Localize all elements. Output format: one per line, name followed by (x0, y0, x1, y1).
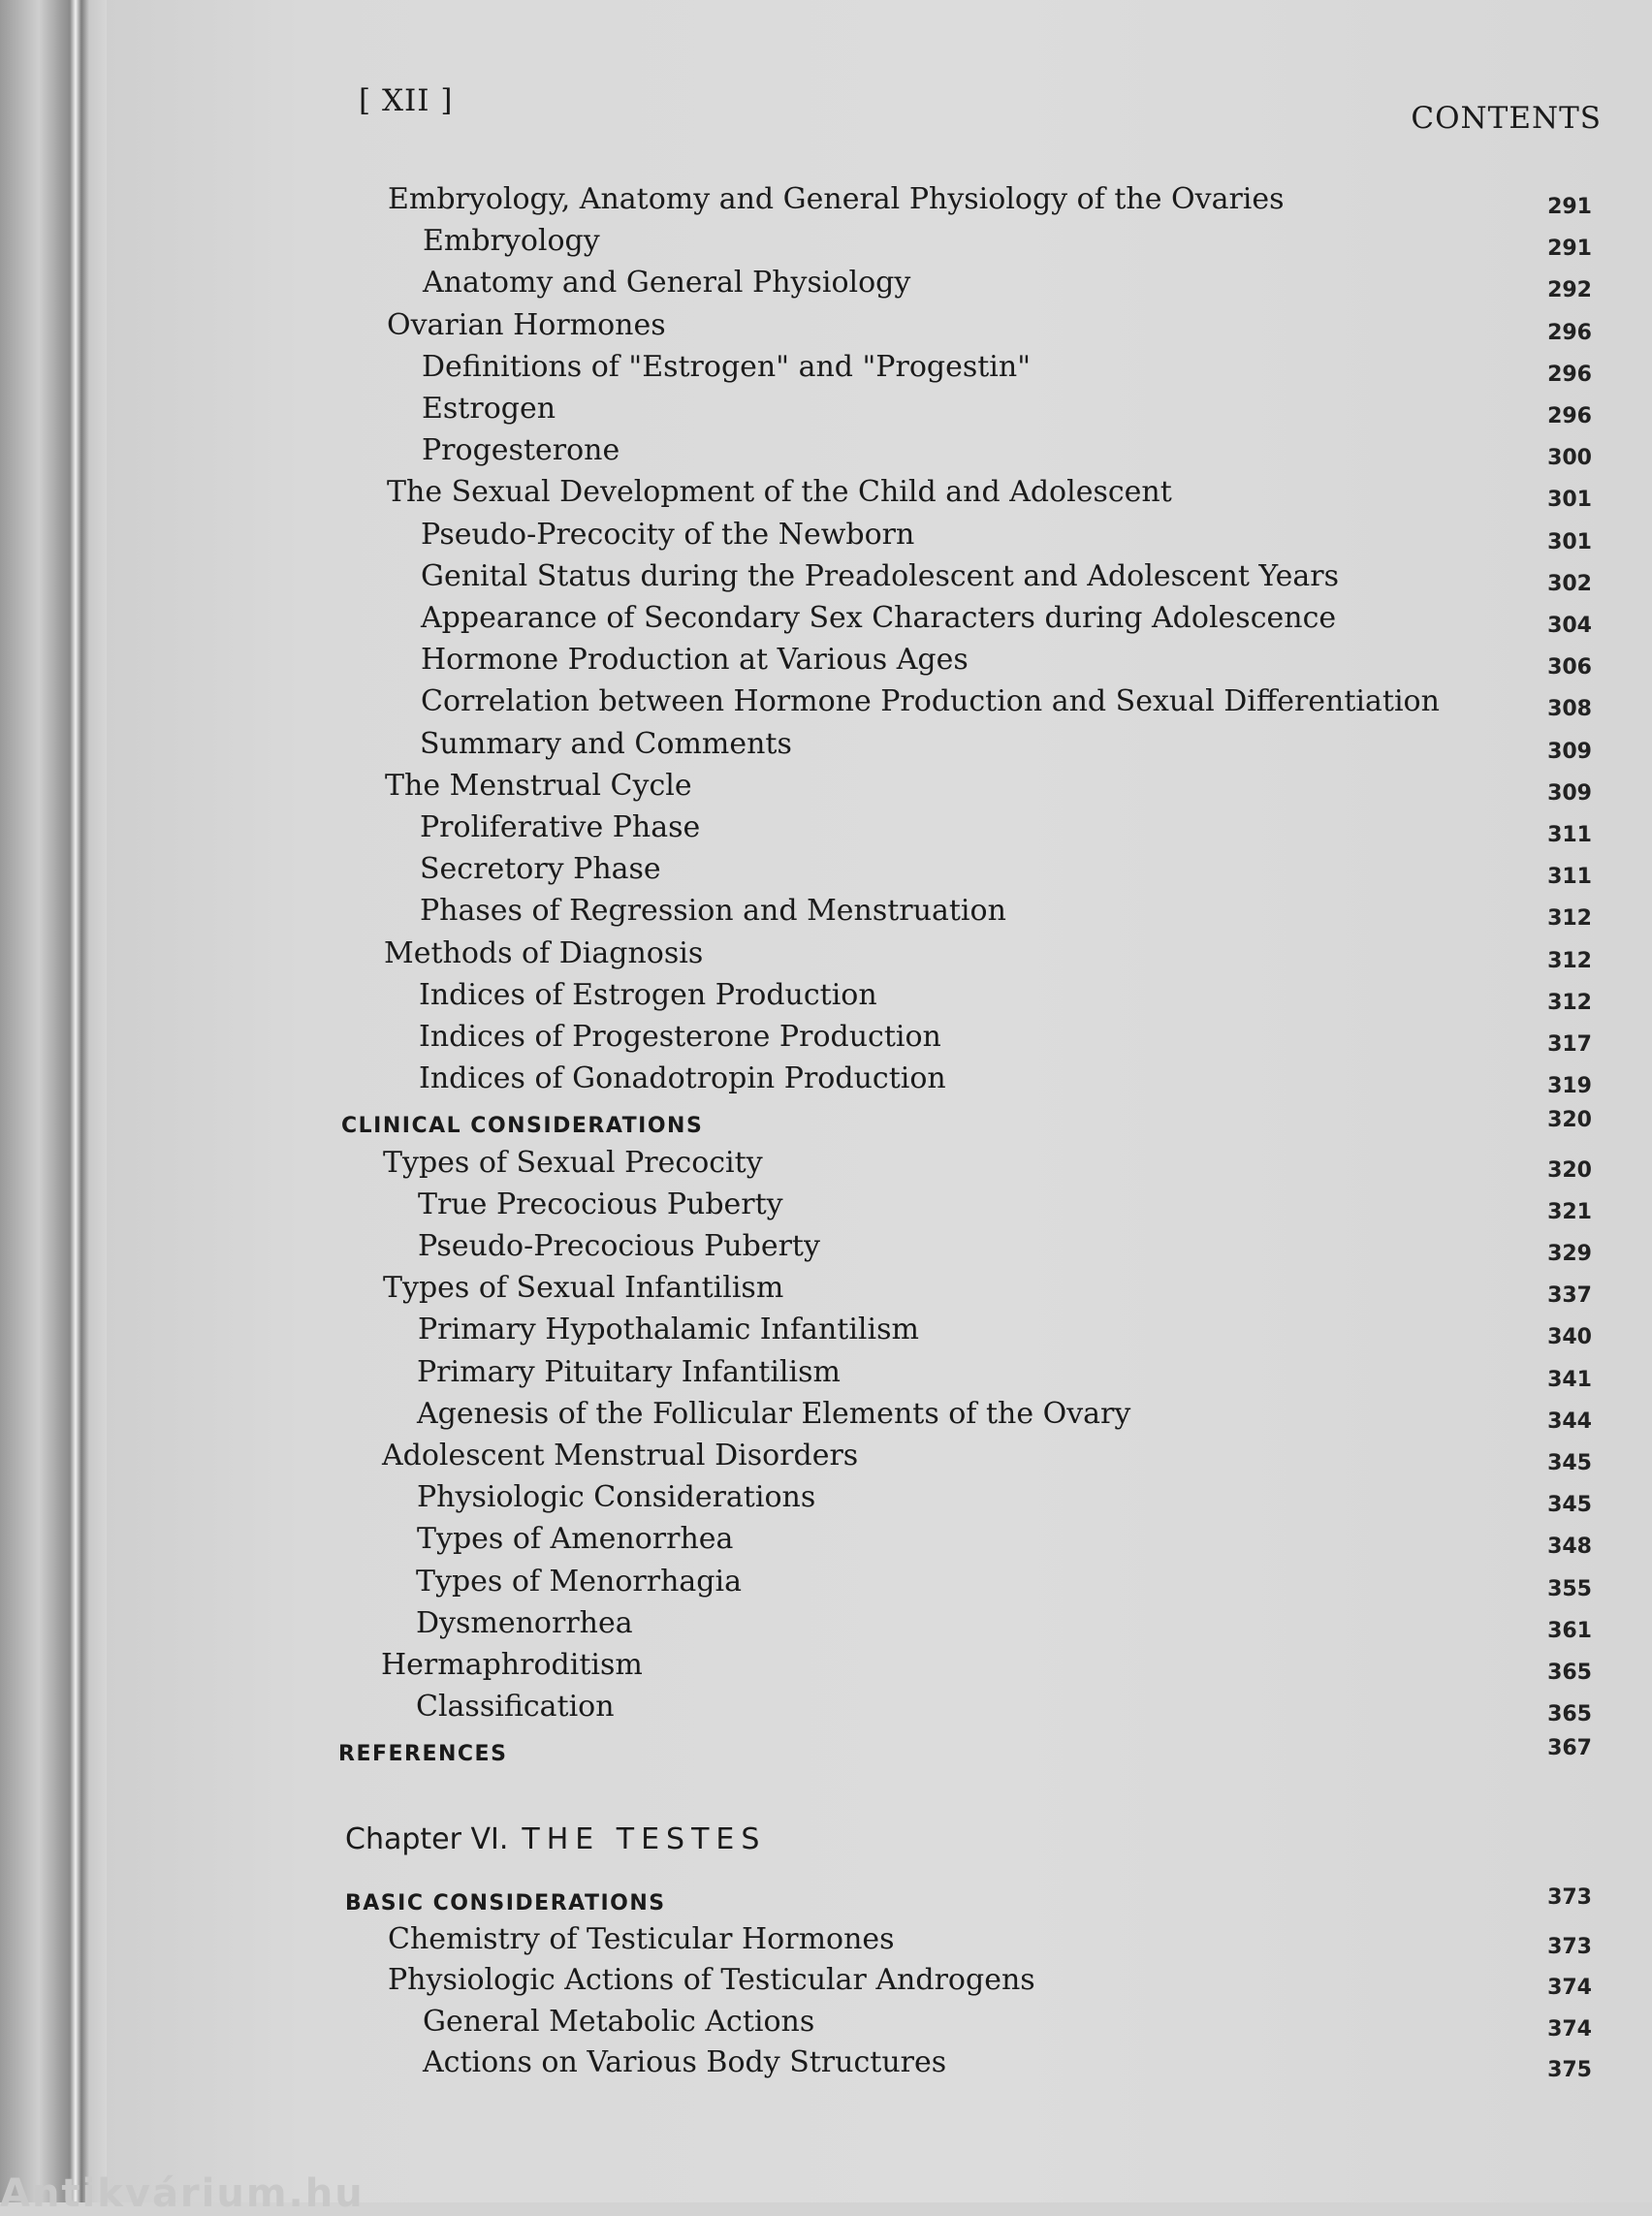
toc-entry-title: Pseudo-Precocity of the Newborn (421, 517, 915, 552)
toc-entry (0, 180, 1652, 223)
toc-entry-page-number: 291 (1547, 237, 1592, 262)
toc-entry-title: Classification (416, 1690, 615, 1725)
toc-entry-page-number: 317 (1547, 1032, 1592, 1057)
toc-entry-page-number: 311 (1547, 865, 1592, 890)
toc-entry-page-number: 373 (1547, 1885, 1592, 1910)
running-head: CONTENTS (1411, 101, 1602, 136)
toc-entry (0, 1478, 1652, 1521)
toc-entry-page-number: 344 (1547, 1409, 1592, 1434)
toc-entry-title: Types of Menorrhagia (416, 1564, 742, 1599)
toc-entry-title: Phases of Regression and Menstruation (420, 894, 1006, 929)
toc-entry (0, 306, 1652, 349)
toc-entry (0, 557, 1652, 600)
toc-entry-page-number: 329 (1547, 1242, 1592, 1266)
toc-entry-page-number: 319 (1547, 1074, 1592, 1099)
toc-entry (0, 1604, 1652, 1647)
toc-entry-title: Definitions of "Estrogen" and "Progestin" (422, 349, 1032, 384)
toc-entry-title: Secretory Phase (420, 852, 661, 887)
toc-entry-page-number: 296 (1547, 362, 1592, 387)
toc-entry-page-number: 337 (1547, 1283, 1592, 1309)
toc-entry (0, 516, 1652, 558)
toc-entry-page-number: 296 (1547, 320, 1592, 345)
toc-entry-page-number: 365 (1547, 1661, 1592, 1685)
toc-entry-title: Pseudo-Precocious Puberty (418, 1229, 820, 1263)
toc-entry-page-number: 292 (1547, 278, 1592, 303)
watermark: Antikvárium.hu (0, 2171, 365, 2216)
toc-entry-title: Ovarian Hormones (387, 307, 666, 342)
toc-entry-title: BASIC CONSIDERATIONS (345, 1891, 666, 1915)
toc-entry-page-number: 367 (1547, 1736, 1592, 1761)
toc-entry-page-number: 291 (1547, 195, 1592, 219)
toc-entry (0, 1688, 1652, 1730)
toc-entry-title: Methods of Diagnosis (384, 935, 704, 970)
toc-entry-title: Genital Status during the Preadolescent and Adolescent Years (421, 558, 1340, 593)
toc-entry-title: General Metabolic Actions (423, 2004, 815, 2039)
toc-entry (0, 725, 1652, 768)
toc-entry (0, 808, 1652, 851)
toc-entry-title: The Menstrual Cycle (385, 768, 692, 803)
toc-entry-page-number: 340 (1547, 1325, 1592, 1350)
toc-entry (0, 1353, 1652, 1396)
toc-entry-page-number: 373 (1547, 1934, 1592, 1959)
toc-entry-title: Indices of Estrogen Production (419, 977, 877, 1012)
toc-entry (0, 892, 1652, 934)
page-folio: [ XII ] (359, 83, 454, 118)
toc-entry-title: True Precocious Puberty (418, 1187, 783, 1221)
toc-entry (0, 1144, 1652, 1187)
toc-entry-page-number: 345 (1547, 1493, 1592, 1518)
toc-entry (0, 2003, 1652, 2045)
toc-entry (0, 473, 1652, 516)
toc-entry (0, 1920, 1652, 1963)
toc-entry-title: Indices of Gonadotropin Production (419, 1061, 946, 1096)
toc-entry-page-number: 312 (1547, 948, 1592, 973)
toc-entry-title: Types of Amenorrhea (417, 1522, 734, 1557)
toc-entry-page-number: 302 (1547, 571, 1592, 596)
toc-entry (0, 1186, 1652, 1228)
toc-entry-title: Summary and Comments (420, 726, 792, 761)
toc-entry-title: Types of Sexual Precocity (383, 1145, 763, 1180)
toc-entry-title: Adolescent Menstrual Disorders (382, 1439, 859, 1472)
toc-entry-page-number: 301 (1547, 488, 1592, 513)
toc-entry (0, 1060, 1652, 1102)
toc-entry-title: Anatomy and General Physiology (423, 266, 911, 301)
chapter-name: THE TESTES (522, 1822, 767, 1856)
toc-entry-title: The Sexual Development of the Child and Adolescent (387, 475, 1172, 510)
toc-entry-title: Estrogen (422, 392, 556, 426)
toc-entry-title: Embryology, Anatomy and General Physiology of the Ovaries (388, 182, 1285, 216)
toc-entry (0, 1437, 1652, 1479)
toc-entry (0, 599, 1652, 642)
toc-entry (0, 1227, 1652, 1270)
toc-entry-page-number: 345 (1547, 1451, 1592, 1475)
toc-entry (0, 1311, 1652, 1353)
toc-entry-page-number: 301 (1547, 529, 1592, 554)
toc-entry-page-number: 365 (1547, 1702, 1592, 1727)
toc-entry-page-number: 312 (1547, 990, 1592, 1015)
toc-entry-title: Types of Sexual Infantilism (383, 1271, 784, 1306)
toc-entry-title: Progesterone (422, 433, 620, 468)
toc-entry-title: Correlation between Hormone Production and Sexual Differentiation (421, 684, 1440, 719)
toc-section-heading (0, 1879, 1652, 1921)
toc-entry (0, 264, 1652, 306)
toc-entry-page-number: 361 (1547, 1618, 1592, 1643)
toc-section-heading (0, 1101, 1652, 1144)
toc-entry-page-number: 355 (1547, 1576, 1592, 1601)
toc-entry-title: Primary Hypothalamic Infantilism (418, 1313, 919, 1347)
toc-entry (0, 1395, 1652, 1438)
toc-entry-page-number: 308 (1547, 697, 1592, 722)
toc-entry-title: Embryology (423, 224, 600, 259)
toc-entry (0, 431, 1652, 474)
toc-entry-page-number: 374 (1547, 1976, 1592, 2000)
toc-entry (0, 1520, 1652, 1563)
toc-entry-title: Physiologic Considerations (417, 1480, 816, 1515)
toc-entry-title: Proliferative Phase (420, 810, 701, 844)
toc-entry-page-number: 320 (1547, 1108, 1592, 1133)
chapter-label: Chapter VI. (345, 1822, 509, 1856)
toc-entry-title: Hormone Production at Various Ages (421, 643, 969, 678)
toc-entry (0, 682, 1652, 725)
toc-entry-page-number: 341 (1547, 1367, 1592, 1392)
toc-entry (0, 767, 1652, 809)
toc-entry (0, 1018, 1652, 1061)
toc-entry (0, 2043, 1652, 2086)
toc-entry (0, 1269, 1652, 1312)
toc-entry-title: Indices of Progesterone Production (419, 1020, 941, 1054)
toc-entry (0, 1961, 1652, 2004)
toc-entry-page-number: 309 (1547, 780, 1592, 806)
toc-entry-title: REFERENCES (338, 1742, 508, 1767)
toc-entry-page-number: 300 (1547, 446, 1592, 471)
toc-entry-title: Agenesis of the Follicular Elements of the Ovary (417, 1396, 1131, 1431)
toc-entry (0, 641, 1652, 683)
toc-entry-page-number: 320 (1547, 1157, 1592, 1183)
toc-entry-page-number: 309 (1547, 739, 1592, 764)
toc-entry (0, 934, 1652, 977)
toc-entry-title: Appearance of Secondary Sex Characters during Adolescence (421, 601, 1337, 635)
toc-entry-page-number: 306 (1547, 655, 1592, 681)
toc-entry-title: Primary Pituitary Infantilism (417, 1354, 841, 1389)
toc-entry-page-number: 375 (1547, 2058, 1592, 2082)
toc-entry (0, 1563, 1652, 1605)
toc-entry-page-number: 311 (1547, 823, 1592, 847)
toc-entry (0, 976, 1652, 1019)
toc-entry (0, 850, 1652, 893)
toc-entry-title: Hermaphroditism (381, 1648, 643, 1682)
toc-entry-title: CLINICAL CONSIDERATIONS (341, 1114, 704, 1139)
toc-entry-page-number: 348 (1547, 1535, 1592, 1560)
toc-entry-title: Actions on Various Body Structures (423, 2045, 947, 2079)
toc-entry-title: Chemistry of Testicular Hormones (388, 1921, 895, 1956)
toc-entry-page-number: 374 (1547, 2016, 1592, 2042)
toc-entry-page-number: 312 (1547, 906, 1592, 932)
toc-section-heading (0, 1729, 1652, 1772)
toc-entry-page-number: 304 (1547, 614, 1592, 638)
toc-entry (0, 222, 1652, 265)
chapter-heading (345, 1822, 766, 1856)
toc-entry-page-number: 296 (1547, 404, 1592, 428)
toc-entry-page-number: 321 (1547, 1199, 1592, 1224)
toc-entry (0, 1646, 1652, 1689)
toc-entry (0, 390, 1652, 432)
toc-entry (0, 348, 1652, 391)
toc-entry-title: Physiologic Actions of Testicular Androgens (388, 1963, 1035, 1997)
toc-entry-title: Dysmenorrhea (416, 1605, 633, 1640)
